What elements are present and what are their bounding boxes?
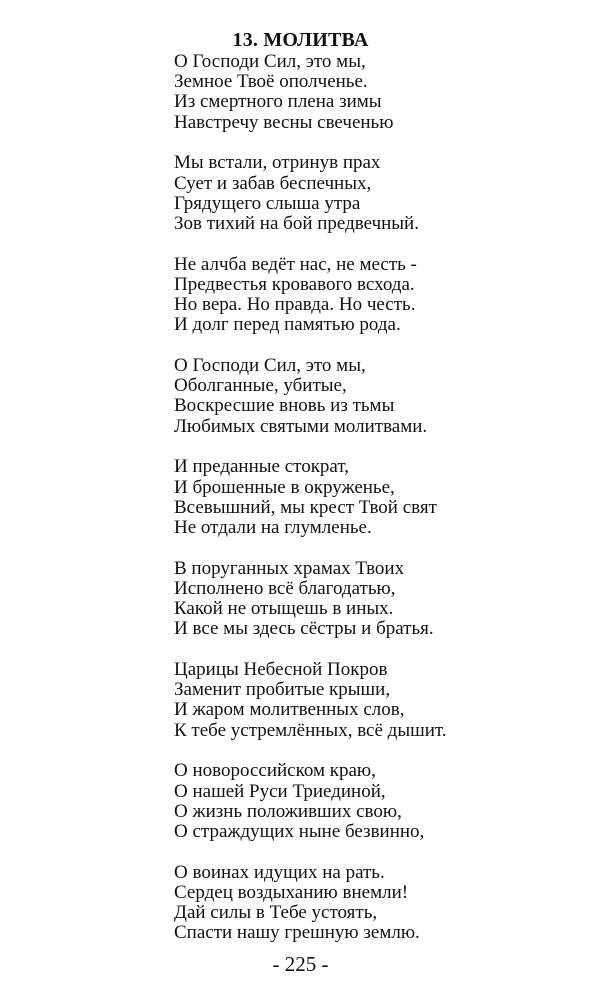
poem-line: Не алчба ведёт нас, не месть - <box>174 253 417 275</box>
poem-line: Зов тихий на бой предвечный. <box>174 212 419 234</box>
poem-line: Царицы Небесной Покров <box>174 659 388 681</box>
poem-line: О воинах идущих на рать. <box>174 861 385 883</box>
poem-line: О Господи Сил, это мы, <box>174 355 366 377</box>
stanza <box>174 356 584 437</box>
stanza <box>174 559 584 640</box>
poem-title: 13. МОЛИТВА <box>232 29 369 51</box>
poem-line: Исполнено всё благодатью, <box>174 577 396 599</box>
poem-line: Мы встали, отринув прах <box>174 152 381 174</box>
poem-body <box>174 52 584 964</box>
poem-line: И жаром молитвенных слов, <box>174 699 405 721</box>
poem-line: Какой не отыщешь в иных. <box>174 598 394 620</box>
poem-line: Спасти нашу грешную землю. <box>174 922 420 944</box>
poem-line: К тебе устремлённых, всё дышит. <box>174 719 447 741</box>
poem-line: О страждущих ныне безвинно, <box>174 820 425 842</box>
poem-line: Предвестья кровавого всхода. <box>174 273 415 295</box>
poem-line: О жизнь положивших свою, <box>174 800 402 822</box>
poem-line: Всевышний, мы крест Твой свят <box>174 496 437 518</box>
poem-line: В поруганных храмах Твоих <box>174 557 405 579</box>
poem-line: О новороссийском краю, <box>174 760 376 782</box>
stanza <box>174 255 584 336</box>
stanza <box>174 153 584 234</box>
poem-line: Грядущего слыша утра <box>174 192 361 214</box>
stanza <box>174 660 584 741</box>
poem-line: Оболганные, убитые, <box>174 375 347 397</box>
stanza <box>174 457 584 538</box>
poem-line: И долг перед памятью рода. <box>174 314 401 336</box>
poem-line: И преданные стократ, <box>174 456 349 478</box>
poem-line: Сует и забав беспечных, <box>174 172 372 194</box>
poem-line: О Господи Сил, это мы, <box>174 51 366 72</box>
poem-line: Навстречу весны свеченью <box>174 111 394 133</box>
poem-line: И брошенные в окруженье, <box>174 476 395 498</box>
poem-line: Воскресшие вновь из тьмы <box>174 395 395 417</box>
stanza <box>174 52 584 133</box>
stanza <box>174 863 584 944</box>
poem-line: Но вера. Но правда. Но честь. <box>174 294 416 316</box>
poem-line: Любимых святыми молитвами. <box>174 415 428 437</box>
poem-line: Из смертного плена зимы <box>174 91 382 113</box>
poem-line: Не отдали на глумленье. <box>174 516 372 538</box>
poem-line: Земное Твоё ополченье. <box>174 71 368 93</box>
stanza <box>174 761 584 842</box>
poem-line: Сердец воздыханию внемли! <box>174 881 409 903</box>
page-number: - 225 - <box>272 952 329 976</box>
poem-line: Заменит пробитые крыши, <box>174 679 391 701</box>
poem-line: О нашей Руси Триединой, <box>174 780 386 802</box>
poem-line: И все мы здесь сёстры и братья. <box>174 618 434 640</box>
poem-line: Дай силы в Тебе устоять, <box>174 902 378 924</box>
